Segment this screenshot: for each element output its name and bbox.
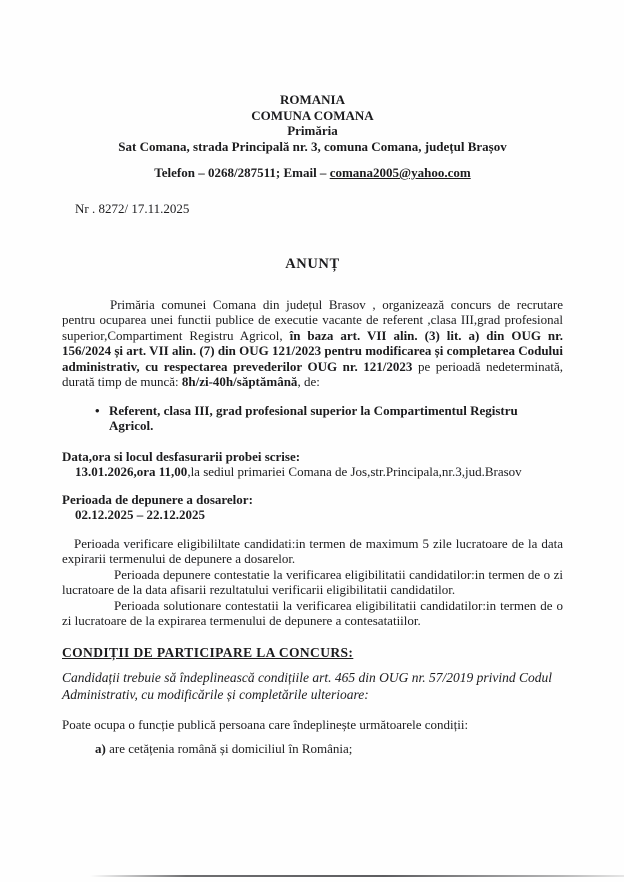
written-test-datetime: 13.01.2026,ora 11,00 [75, 464, 188, 479]
eligibility-section [62, 536, 563, 629]
written-test-location: ,la sediul primariei Comana de Jos,str.Principala,nr.3,jud.Brasov [187, 464, 522, 479]
letterhead-contact [62, 165, 563, 181]
position-title: Referent, clasa III, grad profesional superior la Compartimentul Registru Agricol. [109, 402, 518, 433]
condition-item-a [95, 741, 563, 757]
contact-prefix: Telefon – 0268/287511; Email – [154, 165, 330, 180]
written-test-detail [75, 464, 563, 480]
written-test-heading: Data,ora si locul desfasurarii probei scrise: [62, 448, 301, 464]
eligibility-verification: Perioada verificare eligibililtate candidati:in termen de maximum 5 zile lucratoare de la data expirarii termenului de depunere a dosarelor. [62, 535, 563, 566]
intro-regular-2: pe perioadă nedeterminată, durată timp de muncă: [62, 358, 563, 389]
conditions-intro: Poate ocupa o funcție publică persoana care îndeplinește următoarele condiții: [62, 716, 469, 732]
eligibility-contestation-resolution: Perioada solutionare contestatii la verificarea eligibilitatii candidatilor:in termen de o zi lucratoare de la expirarea termenului de depunere a contesatatiilor. [62, 597, 563, 628]
letterhead-office: Primăria [287, 123, 338, 138]
scanner-artifact-line [90, 875, 624, 877]
eligibility-contestation-submission: Perioada depunere contestatie la verificarea eligibilitatii candidatilor:in termen de o zi lucratoare de la data afisarii rezultatului verificarii eligibilitatii candidatilor. [62, 566, 563, 597]
intro-legal-basis-bold: în baza art. VII alin. (3) lit. a) din OUG nr. 156/2024 și art. VII alin. (7) din OUG 121/2023 pentru modificarea și completarea Codului administrativ, cu respectarea prevederilor OUG nr. 121/2023 [62, 327, 563, 374]
letterhead-country: ROMANIA [280, 92, 345, 107]
intro-regular-1: Primăria comunei Comana din județul Brasov , organizează concurs de recrutare pentru ocuparea unei functii publice de executie vacante de referent ,clasa III,grad profesional superior,Compartiment Registru Agricol, [62, 296, 563, 343]
submission-period-heading: Perioada de depunere a dosarelor: [62, 491, 253, 507]
letterhead [62, 92, 563, 181]
bullet-icon: • [95, 402, 100, 418]
condition-item-a-label: a) [95, 741, 106, 756]
submission-period-section [62, 492, 563, 523]
written-test-section [62, 449, 563, 480]
intro-worktime-bold: 8h/zi-40h/săptămână [181, 374, 298, 389]
intro-paragraph [62, 297, 563, 390]
conditions-heading: CONDIȚII DE PARTICIPARE LA CONCURS: [62, 644, 354, 660]
submission-period-dates: 02.12.2025 – 22.12.2025 [75, 507, 205, 522]
email-address: comana2005@yahoo.com [329, 165, 471, 180]
document-title: ANUNȚ [285, 256, 340, 272]
conditions-legal-note: Candidații trebuie să îndeplinească condițiile art. 465 din OUG nr. 57/2019 privind Codul Administrativ, cu modificările și completările ulterioare: [62, 670, 552, 702]
letterhead-commune: COMUNA COMANA [251, 107, 374, 123]
position-list-item [95, 403, 563, 434]
registration-number: Nr . 8272/ 17.11.2025 [75, 200, 190, 216]
intro-regular-3: , de: [297, 374, 320, 389]
condition-item-a-text: are cetățenia română și domiciliul în România; [105, 741, 353, 756]
letterhead-address: Sat Comana, strada Principală nr. 3, comuna Comana, județul Brașov [118, 138, 507, 154]
